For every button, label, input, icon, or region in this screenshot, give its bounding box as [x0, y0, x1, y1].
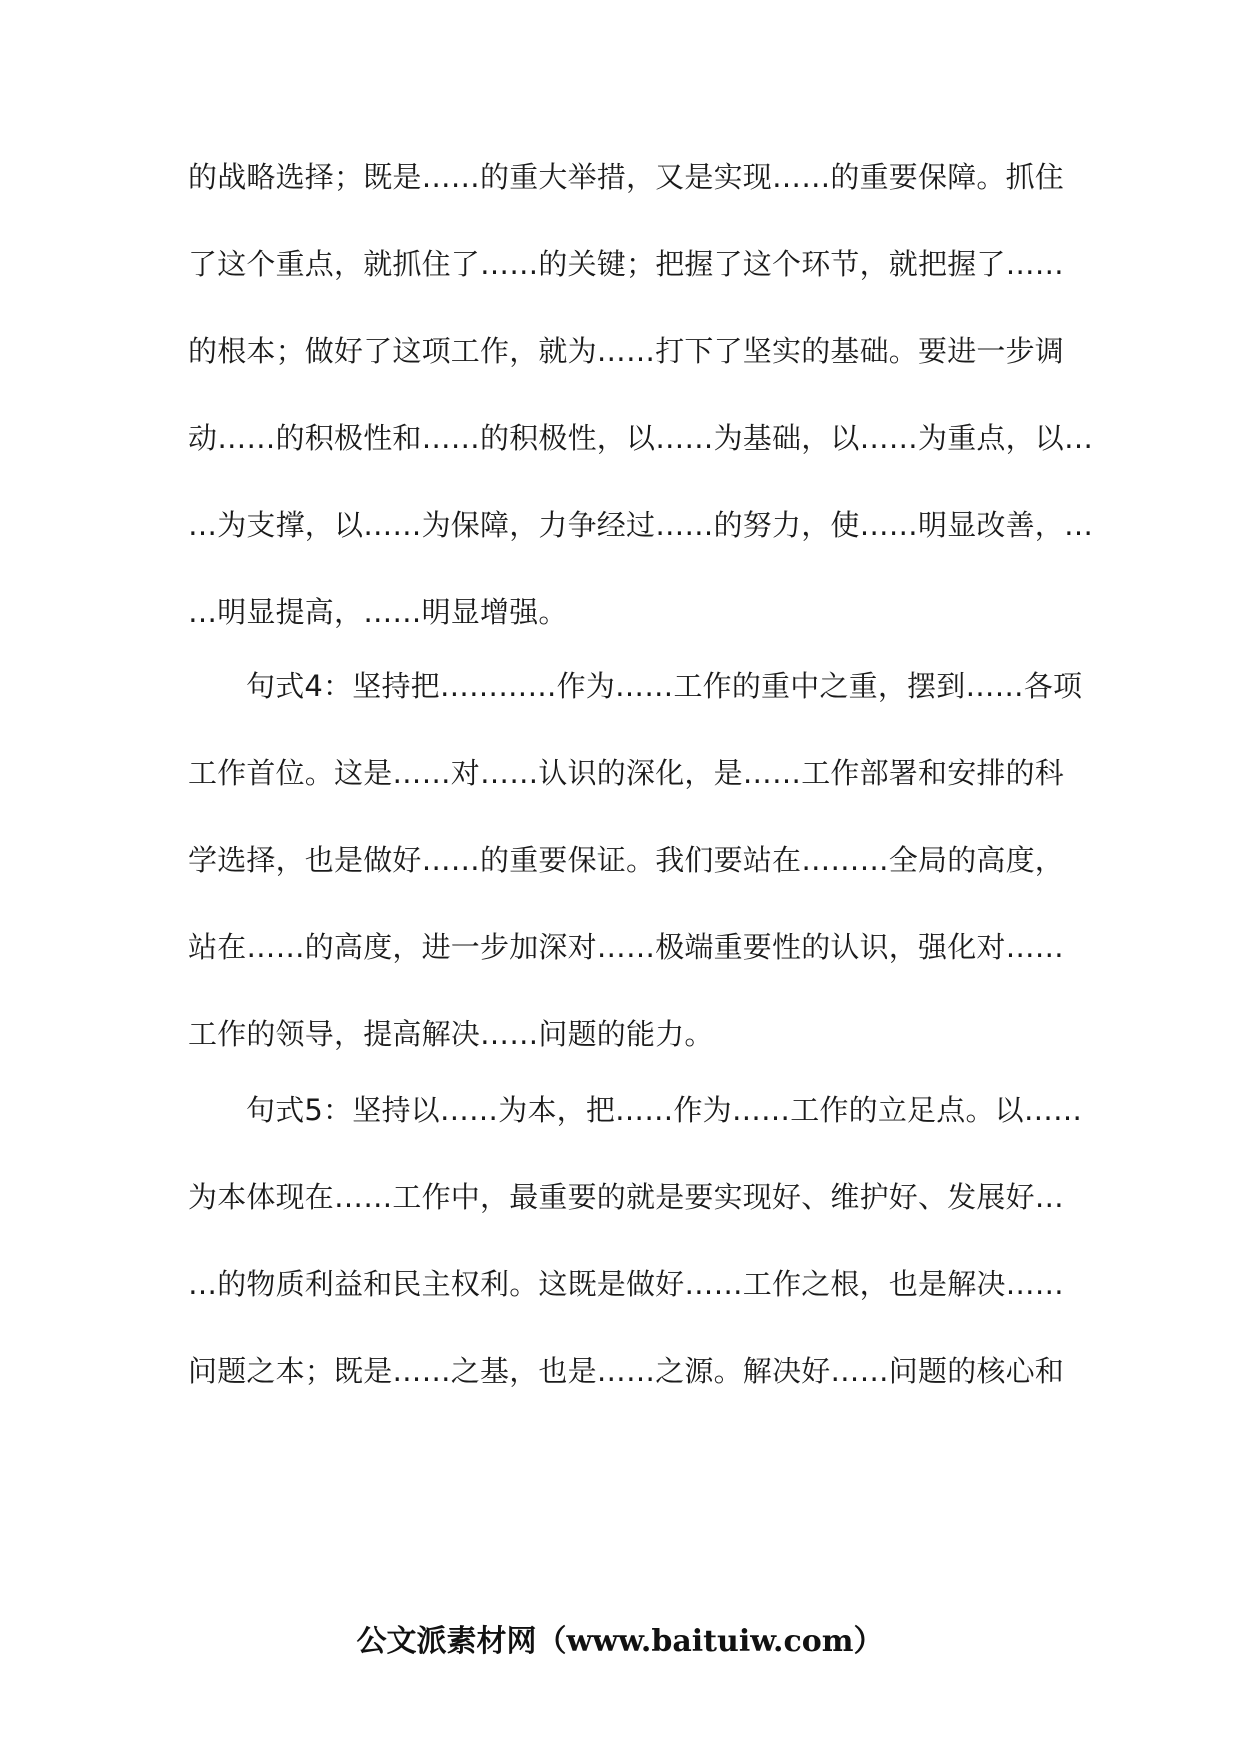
text-line: 为本体现在……工作中，最重要的就是要实现好、维护好、发展好… — [188, 1180, 1065, 1214]
text-line: 了这个重点，就抓住了……的关键；把握了这个环节，就把握了…… — [188, 247, 1065, 281]
text-line: …的物质利益和民主权利。这既是做好……工作之根，也是解决…… — [188, 1267, 1065, 1301]
text-line: 工作的领导，提高解决……问题的能力。 — [188, 1017, 714, 1051]
text-line: 站在……的高度，进一步加深对……极端重要性的认识，强化对…… — [188, 930, 1065, 964]
paragraph-first-line: 句式4：坚持把…………作为……工作的重中之重，摆到……各项 — [246, 669, 1083, 703]
paragraph-first-line: 句式5：坚持以……为本，把……作为……工作的立足点。以…… — [246, 1093, 1083, 1127]
text-line: …明显提高，……明显增强。 — [188, 595, 568, 629]
footer-watermark-text: 公文派素材网（www.baituiw.com） — [356, 1624, 884, 1659]
text-line: 的根本；做好了这项工作，就为……打下了坚实的基础。要进一步调 — [188, 334, 1065, 368]
text-line: 的战略选择；既是……的重大举措，又是实现……的重要保障。抓住 — [188, 160, 1065, 194]
text-line: 问题之本；既是……之基，也是……之源。解决好……问题的核心和 — [188, 1354, 1065, 1388]
text-line: 动……的积极性和……的积极性，以……为基础，以……为重点，以… — [188, 421, 1094, 455]
text-line: …为支撑，以……为保障，力争经过……的努力，使……明显改善，… — [188, 508, 1094, 542]
text-line: 学选择，也是做好……的重要保证。我们要站在………全局的高度， — [188, 843, 1065, 877]
text-line: 工作首位。这是……对……认识的深化，是……工作部署和安排的科 — [188, 756, 1065, 790]
